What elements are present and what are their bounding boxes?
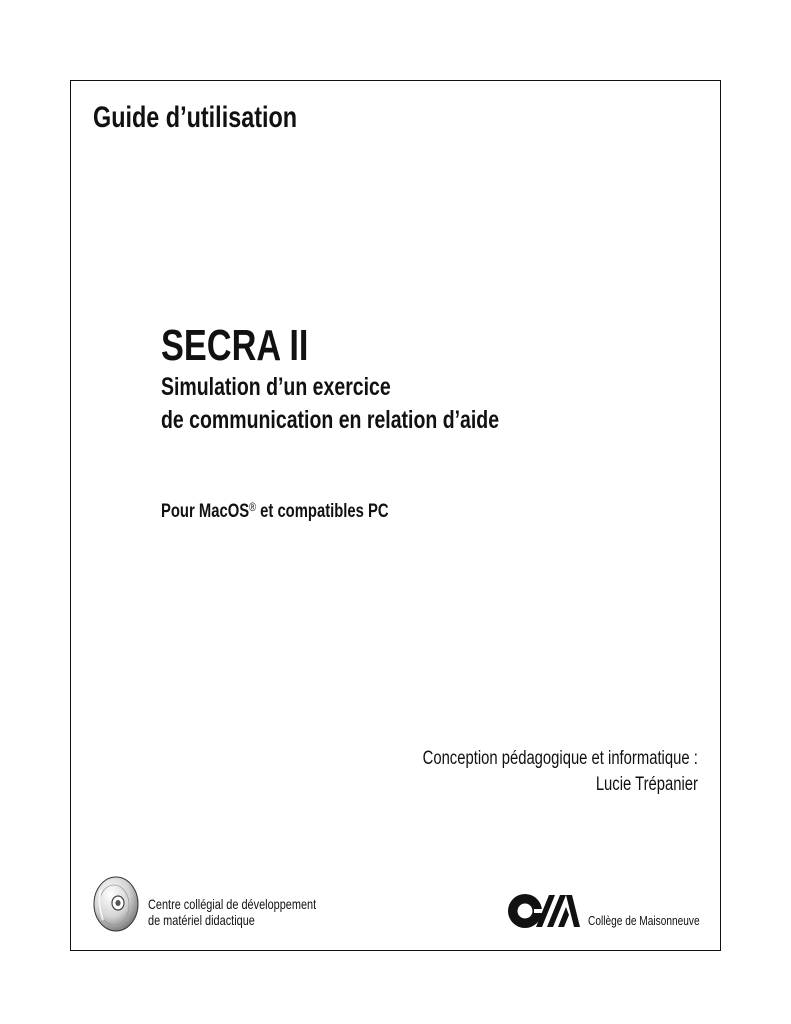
college-name [588, 913, 731, 929]
ccdmd-name-line-2: de matériel didactique [148, 912, 255, 928]
credits-author: Lucie Trépanier [595, 774, 698, 795]
platforms-prefix: Pour MacOS [161, 501, 250, 522]
guide-heading [93, 98, 355, 138]
ccdmd-name-line-1: Centre collégial de développement [148, 896, 317, 912]
college-maisonneuve-logo-icon [508, 893, 580, 929]
document-title-text: SECRA II [161, 321, 309, 370]
college-name-text: Collège de Maisonneuve [588, 913, 700, 928]
subtitle-line-2: de communication en relation d’aide [161, 406, 500, 434]
credits-block [345, 746, 698, 798]
guide-heading-text: Guide d’utilisation [93, 101, 298, 134]
registered-mark: ® [249, 500, 257, 514]
document-title [161, 318, 350, 374]
credits-role: Conception pédagogique et informatique : [422, 748, 698, 769]
subtitle-line-1: Simulation d’un exercice [161, 373, 391, 401]
platforms-suffix: et compatibles PC [256, 501, 389, 522]
platforms-line [161, 494, 453, 525]
platforms-text [161, 494, 389, 525]
ccdmd-cd-logo-icon [92, 875, 142, 933]
document-subtitle [161, 371, 594, 437]
ccdmd-name [148, 896, 364, 928]
